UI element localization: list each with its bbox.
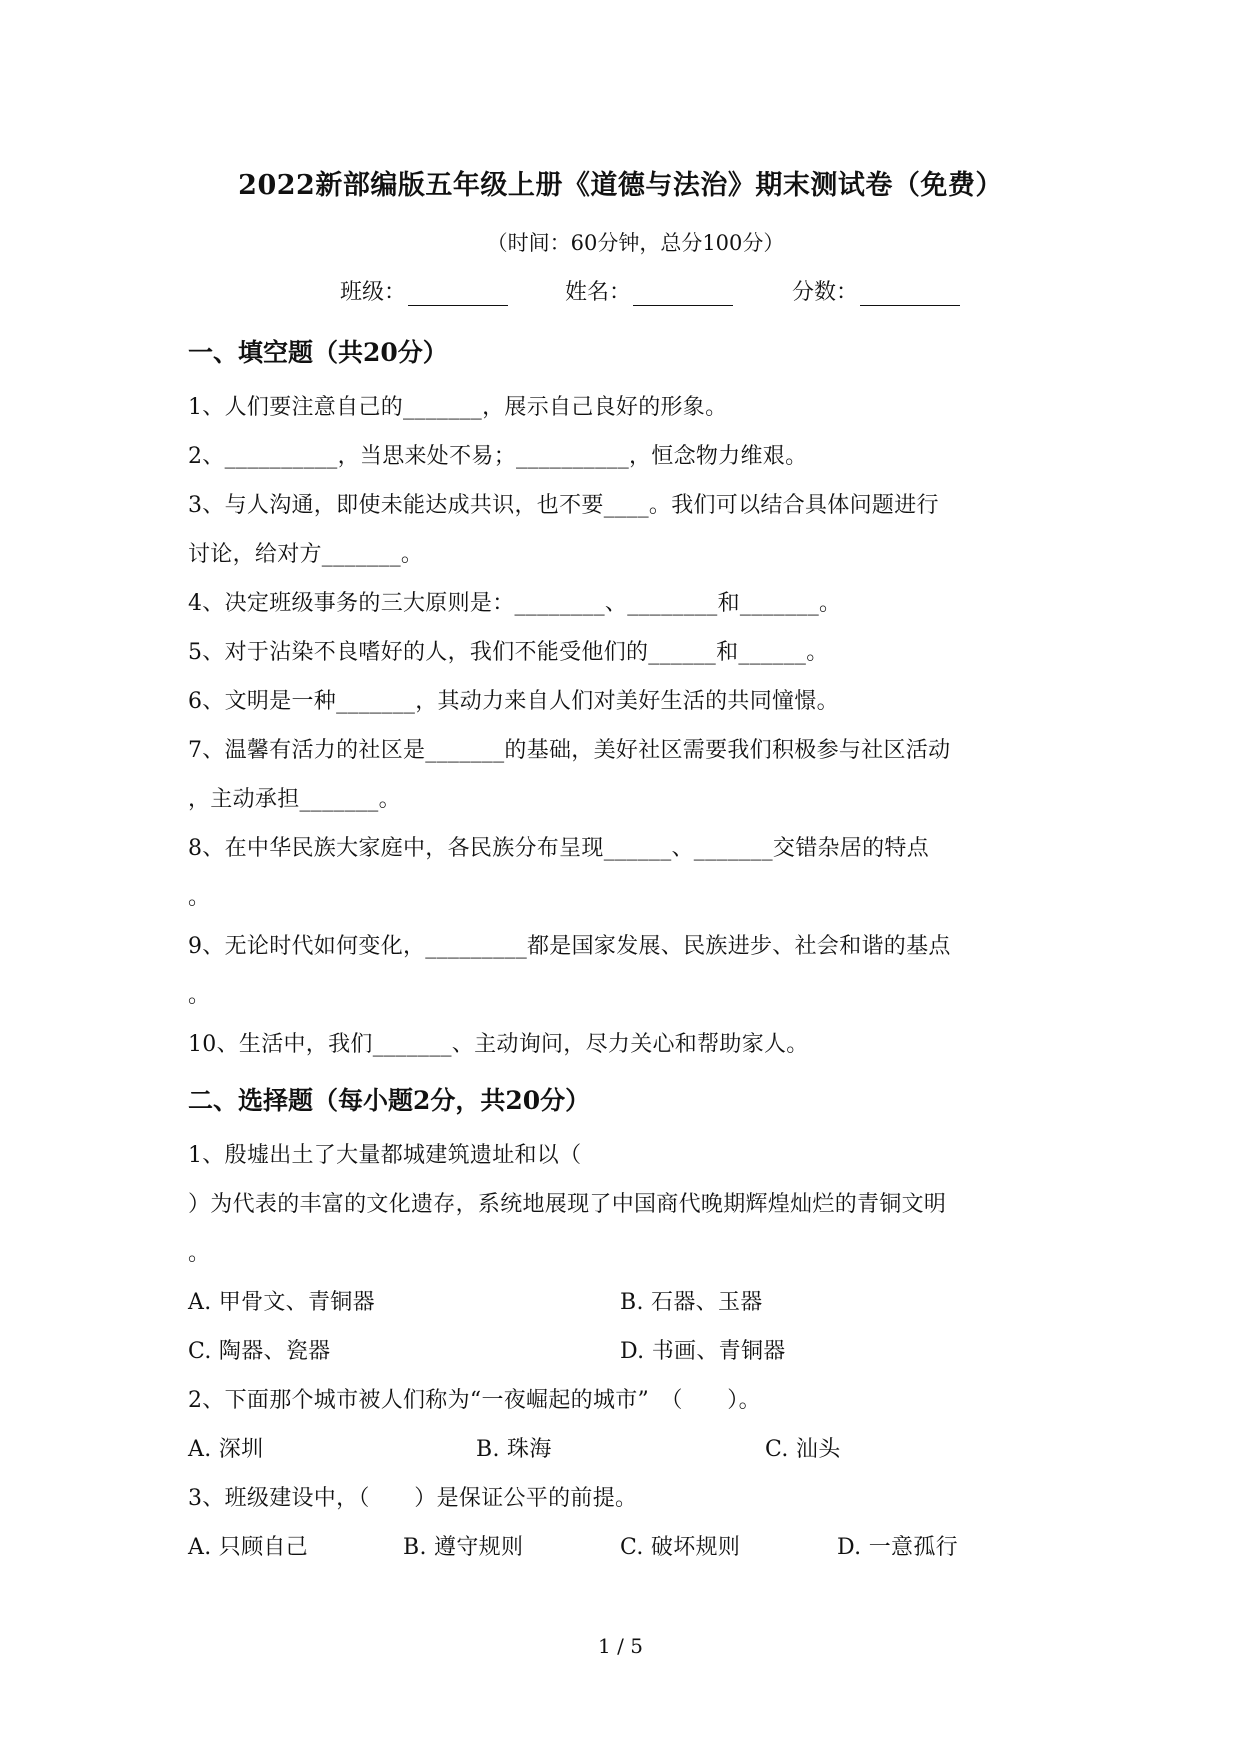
- fill-q6: 6、文明是一种_______，其动力来自人们对美好生活的共同憧憬。: [188, 689, 839, 714]
- fill-q2: 2、__________，当思来处不易；__________，恒念物力维艰。: [188, 444, 808, 469]
- score-field: [792, 275, 960, 306]
- choice-q3-option-c: C. 破坏规则: [620, 1535, 741, 1560]
- class-label: 班级：: [340, 280, 407, 305]
- choice-q2: 2、下面那个城市被人们称为“一夜崛起的城市” （ ）。: [188, 1388, 761, 1413]
- choice-q1-line1: 1、殷墟出土了大量都城建筑遗址和以（: [188, 1143, 582, 1168]
- choice-q1-line3: 。: [188, 1241, 211, 1266]
- fill-q4: 4、决定班级事务的三大原则是：________、________和_______。: [188, 591, 842, 616]
- choice-q2-option-c: C. 汕头: [765, 1437, 841, 1462]
- fill-q3-line1: 3、与人沟通，即使未能达成共识，也不要____。我们可以结合具体问题进行: [188, 493, 939, 518]
- name-label: 姓名：: [565, 280, 632, 305]
- fill-q1: 1、人们要注意自己的_______，展示自己良好的形象。: [188, 395, 728, 420]
- page-number: 1 / 5: [598, 1634, 643, 1658]
- section1-heading: 一、填空题（共20分）: [188, 338, 448, 367]
- fill-q8-line2: 。: [188, 885, 211, 910]
- choice-q1-option-b: B. 石器、玉器: [620, 1290, 763, 1315]
- choice-q2-option-a: A. 深圳: [188, 1437, 264, 1462]
- fill-q7-line2: ，主动承担_______。: [188, 787, 401, 812]
- exam-title: 2022新部编版五年级上册《道德与法治》期末测试卷（免费）: [238, 170, 1003, 201]
- choice-q1-option-c: C. 陶器、瓷器: [188, 1339, 331, 1364]
- fill-q3-line2: 讨论，给对方_______。: [188, 542, 424, 567]
- fill-q7-line1: 7、温馨有活力的社区是_______的基础，美好社区需要我们积极参与社区活动: [188, 738, 951, 763]
- fill-q9-line1: 9、无论时代如何变化，_________都是国家发展、民族进步、社会和谐的基点: [188, 934, 951, 959]
- fill-q10: 10、生活中，我们_______、主动询问，尽力关心和帮助家人。: [188, 1032, 809, 1057]
- choice-q1-line2: ）为代表的丰富的文化遗存，系统地展现了中国商代晚期辉煌灿烂的青铜文明: [188, 1192, 947, 1217]
- class-field: [340, 275, 508, 306]
- choice-q3-option-a: A. 只顾自己: [188, 1535, 308, 1560]
- choice-q3-option-b: B. 遵守规则: [403, 1535, 524, 1560]
- score-blank: [860, 283, 960, 306]
- fill-q9-line2: 。: [188, 983, 211, 1008]
- choice-q3-option-d: D. 一意孤行: [837, 1535, 958, 1560]
- section2-heading: 二、选择题（每小题2分，共20分）: [188, 1086, 591, 1115]
- choice-q1-option-a: A. 甲骨文、青铜器: [188, 1290, 375, 1315]
- name-field: [565, 275, 733, 306]
- score-label: 分数：: [792, 280, 859, 305]
- choice-q1-option-d: D. 书画、青铜器: [620, 1339, 786, 1364]
- class-blank: [408, 283, 508, 306]
- name-blank: [633, 283, 733, 306]
- choice-q3: 3、班级建设中，（ ）是保证公平的前提。: [188, 1486, 638, 1511]
- fill-q5: 5、对于沾染不良嗜好的人，我们不能受他们的______和______。: [188, 640, 829, 665]
- choice-q2-option-b: B. 珠海: [476, 1437, 552, 1462]
- exam-subtitle: （时间：60分钟，总分100分）: [486, 231, 785, 255]
- fill-q8-line1: 8、在中华民族大家庭中，各民族分布呈现______、_______交错杂居的特点: [188, 836, 929, 861]
